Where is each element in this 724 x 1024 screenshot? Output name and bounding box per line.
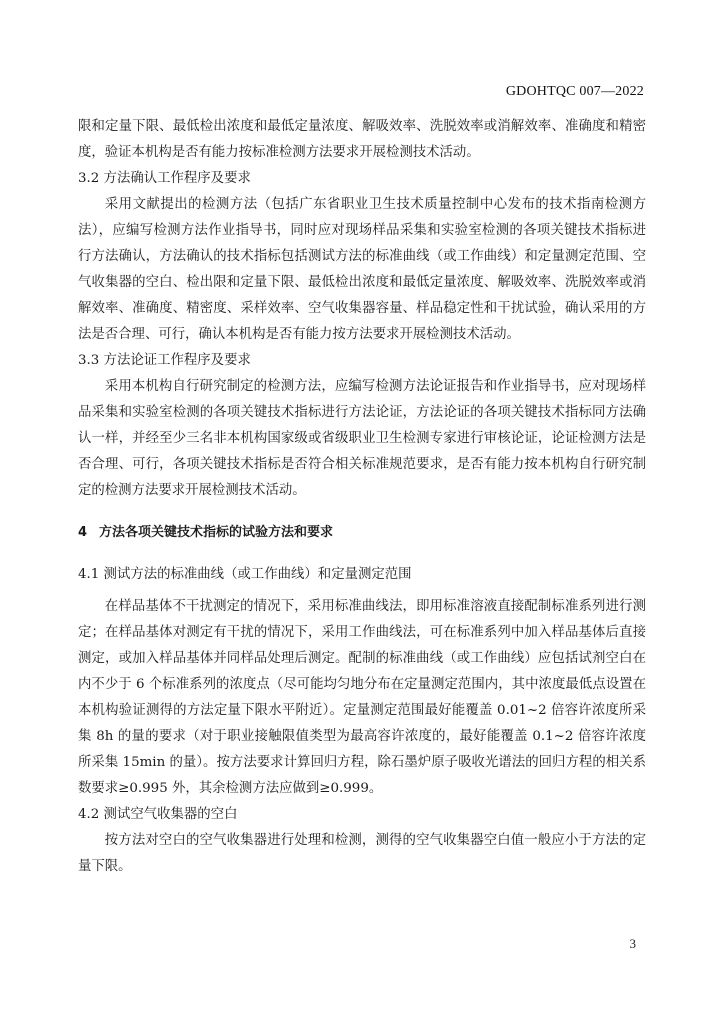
document-code: GDOHTQC 007—2022: [505, 84, 644, 99]
heading-4-number: 4: [78, 525, 88, 540]
heading-4-2: 4.2 测试空气收集器的空白: [78, 807, 238, 822]
heading-4-1: 4.1 测试方法的标准曲线（或工作曲线）和定量测定范围: [78, 567, 412, 582]
paragraph-4-2: 按方法对空白的空气收集器进行处理和检测，测得的空气收集器空白值一般应小于方法的定量下限。: [78, 833, 646, 874]
document-body: [78, 114, 646, 880]
page-number: 3: [629, 936, 636, 951]
paragraph-4-1: 在样品基体不干扰测定的情况下，采用标准曲线法，即用标准溶液直接配制标准系列进行测定；在样品基体对测定有干扰的情况下，采用工作曲线法，可在标准系列中加入样品基体后直接测定，或加入样品基体并同样品处理后测定。配制的标准曲线（或工作曲线）应包括试剂空白在内不少于 6 个标准系列的浓度点（尽可能均匀地分布在定量测定范围内，其中浓度最低点设置在本机构验证测得的方法定量下限水平附近）。定量测定范围最好能覆盖 0.01~2 倍容许浓度所采集 8h 的量的要求（对于职业接触限值类型为最高容许浓度的，最好能覆盖 0.1~2 倍容许浓度所采集 15min 的量）。按方法要求计算回归方程，除石墨炉原子吸收光谱法的回归方程的相关系数要求≥0.995 外，其余检测方法应做到≥0.999。: [78, 599, 646, 796]
heading-4-title: 方法各项关键技术指标的试验方法和要求: [99, 525, 334, 540]
heading-4: [78, 520, 646, 546]
section-spacer: [78, 546, 646, 562]
paragraph-intro: 限和定量下限、最低检出浓度和最低定量浓度、解吸效率、洗脱效率或消解效率、准确度和精密度，验证本机构是否有能力按标准检测方法要求开展检测技术活动。: [78, 119, 646, 160]
paragraph-3-2: 采用文献提出的检测方法（包括广东省职业卫生技术质量控制中心发布的技术指南检测方法），应编写检测方法作业指导书，同时应对现场样品采集和实验室检测的各项关键技术指标进行方法确认，方法确认的技术指标包括测试方法的标准曲线（或工作曲线）和定量测定范围、空气收集器的空白、检出限和定量下限、最低检出浓度和最低定量浓度、解吸效率、洗脱效率或消解效率、准确度、精密度、采样效率、空气收集器容量、样品稳定性和干扰试验，确认采用的方法是否合理、可行，确认本机构是否有能力按方法要求开展检测技术活动。: [78, 197, 646, 342]
section-spacer: [78, 504, 646, 520]
paragraph-3-3: 采用本机构自行研究制定的检测方法，应编写检测方法论证报告和作业指导书，应对现场样品采集和实验室检测的各项关键技术指标进行方法论证，方法论证的各项关键技术指标同方法确认一样，并经至少三名非本机构国家级或省级职业卫生检测专家进行审核论证，论证检测方法是否合理、可行，各项关键技术指标是否符合相关标准规范要求，是否有能力按本机构自行研究制定的检测方法要求开展检测技术活动。: [78, 379, 646, 498]
heading-3-3: 3.3 方法论证工作程序及要求: [78, 353, 251, 368]
heading-3-2: 3.2 方法确认工作程序及要求: [78, 171, 251, 186]
